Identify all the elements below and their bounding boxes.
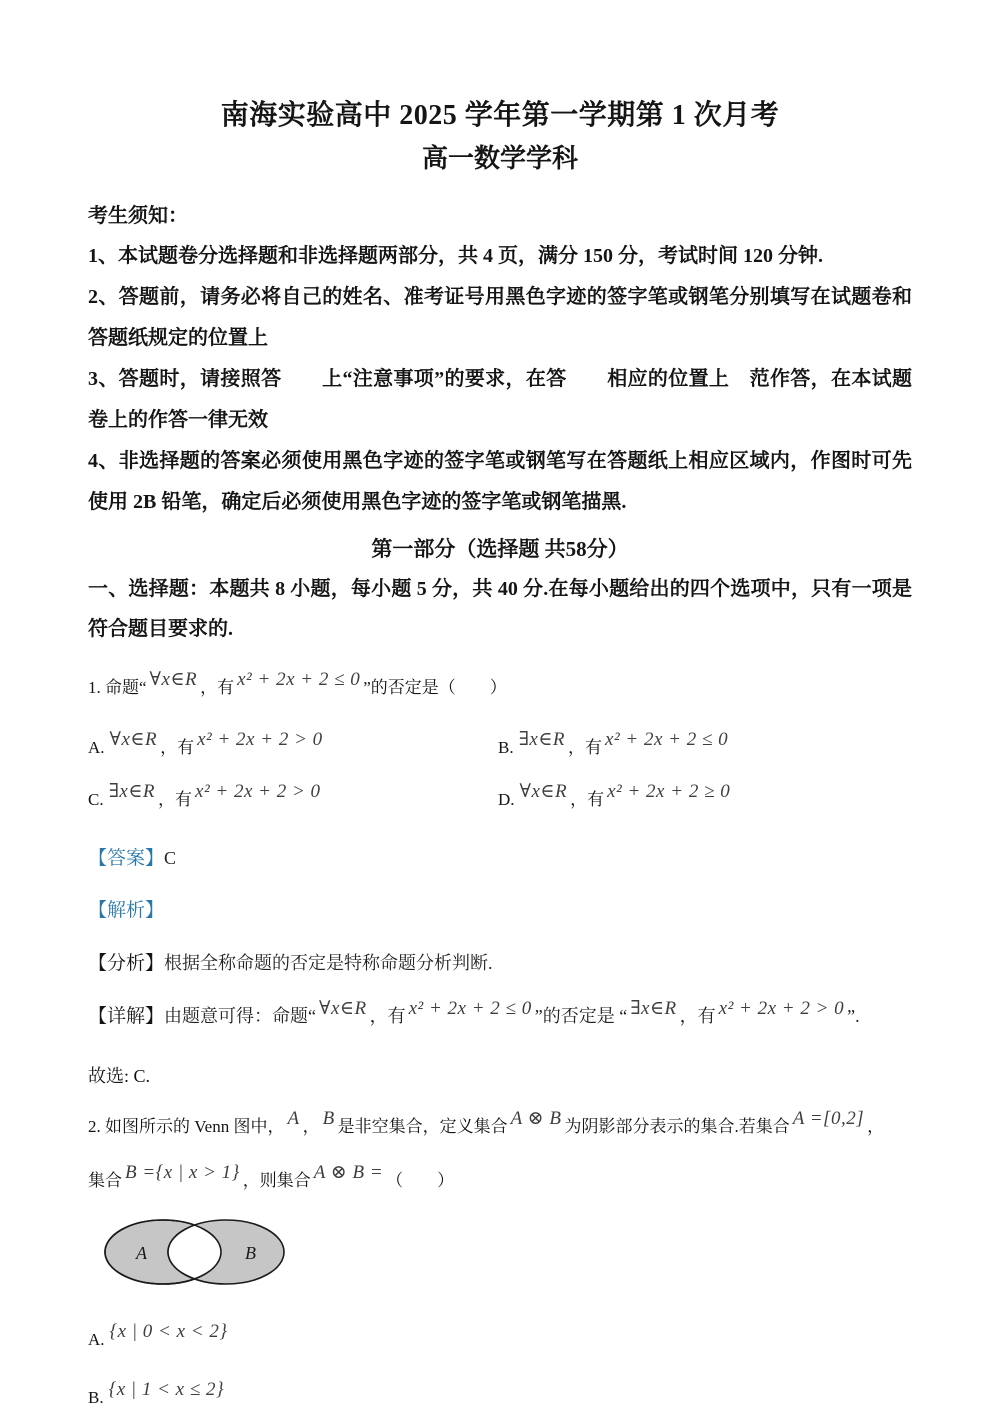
question-2-number: 2.: [88, 1117, 101, 1136]
question-1-stem: [88, 669, 912, 703]
question-1: [88, 669, 912, 1088]
page-title: 南海实验高中 2025 学年第一学期第 1 次月考: [220, 100, 780, 131]
option-c-formula-2: x² + 2x + 2 > 0: [195, 781, 321, 802]
formula-a-otimes-b: A ⊗ B: [510, 1108, 562, 1129]
option-b-label: B.: [498, 738, 514, 757]
xiangjie-formula-2: x² + 2x + 2 ≤ 0: [408, 998, 532, 1019]
xiangjie-text-2: ，有: [369, 1006, 406, 1026]
formula-a-otimes-b-eq: A ⊗ B =: [313, 1162, 384, 1183]
part1-heading: 第一部分（选择题 共58分）: [371, 537, 629, 561]
page-subtitle: 高一数学学科: [421, 144, 578, 173]
formula-inequality: x² + 2x + 2 ≤ 0: [237, 669, 361, 690]
option-c-formula-1: ∃x∈R: [108, 781, 156, 802]
xiangjie-line: [88, 998, 912, 1032]
question-1-number: 1.: [88, 678, 101, 697]
option-d: [498, 781, 912, 815]
var-b: B: [322, 1108, 335, 1129]
notice-item-2: 2、答题前，请务必将自己的姓名、准考证号用黑色字迹的签字笔或钢笔分别填写在试题卷和答题纸规定的位置上: [88, 286, 912, 349]
section1-intro: 一、选择题：本题共 8 小题，每小题 5 分，共 40 分.在每小题给出的四个选项中，只有一项是符合题目要求的.: [88, 578, 912, 640]
question-1-suffix: ”的否定是（ ）: [363, 678, 507, 697]
option-b: [498, 729, 912, 763]
answer-value: C: [164, 848, 177, 868]
question-2-option-a-formula: {x | 0 < x < 2}: [109, 1321, 228, 1342]
formula-set-a: A =[0,2]: [792, 1108, 865, 1129]
xiangjie-formula-1: ∀x∈R: [319, 998, 367, 1019]
option-d-formula-2: x² + 2x + 2 ≥ 0: [607, 781, 731, 802]
question-2-text-6: ，则集合: [242, 1171, 311, 1190]
option-a: [88, 729, 498, 763]
xiangjie-formula-4: x² + 2x + 2 > 0: [718, 998, 845, 1019]
question-2-text-7: （ ）: [386, 1171, 455, 1190]
venn-label-a: A: [136, 1243, 147, 1263]
fenxi-tag: 【分析】: [88, 953, 165, 974]
question-1-solution: [88, 843, 912, 1088]
question-2-text-5: 集合: [88, 1171, 122, 1190]
question-1-text: 命题“: [105, 678, 147, 697]
option-d-label: D.: [498, 790, 515, 809]
question-2-stem-line-1: [88, 1108, 912, 1142]
notice-item-4: 4、非选择题的答案必须使用黑色字迹的签字笔或钢笔写在答题纸上相应区域内，作图时可先使用 2B 铅笔，确定后必须使用黑色字迹的签字笔或钢笔描黑.: [88, 450, 912, 513]
venn-diagram: [102, 1212, 912, 1297]
question-2-stem-line-2: [88, 1162, 912, 1196]
option-b-formula-1: ∃x∈R: [518, 729, 566, 750]
option-a-formula-1: ∀x∈R: [109, 729, 158, 750]
venn-label-b: B: [245, 1243, 256, 1263]
jiexi-line: [88, 896, 912, 926]
option-c-label: C.: [88, 790, 104, 809]
xiangjie-formula-3: ∃x∈R: [630, 998, 677, 1019]
question-2-option-a-label: A.: [88, 1330, 105, 1349]
notice-section: [88, 196, 912, 523]
question-2-option-b-formula: {x | 1 < x ≤ 2}: [108, 1379, 225, 1400]
option-d-mid: ，有: [570, 790, 605, 809]
question-2-text-4: ，: [867, 1117, 885, 1136]
question-2-text-3: 为阴影部分表示的集合.若集合: [564, 1117, 790, 1136]
question-1-mid: ，有: [200, 678, 235, 697]
formula-set-b: B ={x | x > 1}: [125, 1162, 240, 1183]
question-1-options: [88, 729, 912, 815]
xiangjie-text-5: ”.: [847, 1006, 860, 1026]
xiangjie-tag: 【详解】: [88, 1006, 165, 1027]
question-2-option-b-label: B.: [88, 1388, 104, 1407]
var-a: A: [287, 1108, 300, 1129]
option-b-mid: ，有: [568, 738, 603, 757]
option-a-formula-2: x² + 2x + 2 > 0: [197, 729, 323, 750]
fenxi-text: 根据全称命题的否定是特称命题分析判断.: [164, 953, 493, 973]
question-2-option-a: [88, 1321, 912, 1355]
option-b-formula-2: x² + 2x + 2 ≤ 0: [605, 729, 729, 750]
formula-forall-x: ∀x∈R: [149, 669, 198, 690]
xiangjie-text-4: ，有: [679, 1006, 716, 1026]
notice-item-1: 1、本试题卷分选择题和非选择题两部分，共 4 页，满分 150 分，考试时间 120 分钟.: [88, 245, 823, 267]
xiangjie-text-1: 由题意可得：命题“: [164, 1006, 317, 1026]
option-c-mid: ，有: [158, 790, 193, 809]
question-2-sep: ，: [302, 1117, 320, 1136]
question-2: [88, 1108, 912, 1413]
answer-tag: 【答案】: [88, 848, 165, 869]
option-d-formula-1: ∀x∈R: [519, 781, 568, 802]
fenxi-line: [88, 948, 912, 979]
option-a-label: A.: [88, 738, 105, 757]
option-a-mid: ，有: [160, 738, 195, 757]
question-2-text-2: 是非空集合，定义集合: [337, 1117, 508, 1136]
option-c: [88, 781, 498, 815]
venn-svg: [102, 1212, 288, 1292]
jiexi-tag: 【解析】: [88, 900, 165, 921]
xiangjie-text-3: ”的否定是 “: [534, 1006, 628, 1026]
question-2-option-b: [88, 1379, 912, 1413]
answer-line: [88, 843, 912, 874]
question-2-text-1: 如图所示的 Venn 图中，: [105, 1117, 285, 1136]
notice-heading: 考生须知：: [88, 205, 188, 227]
notice-item-3: 3、答题时，请接照答 上“注意事项”的要求，在答 相应的位置上 范作答，在本试题卷上的作答一律无效: [88, 368, 912, 431]
conclusion-line: 故选: C.: [88, 1066, 151, 1086]
